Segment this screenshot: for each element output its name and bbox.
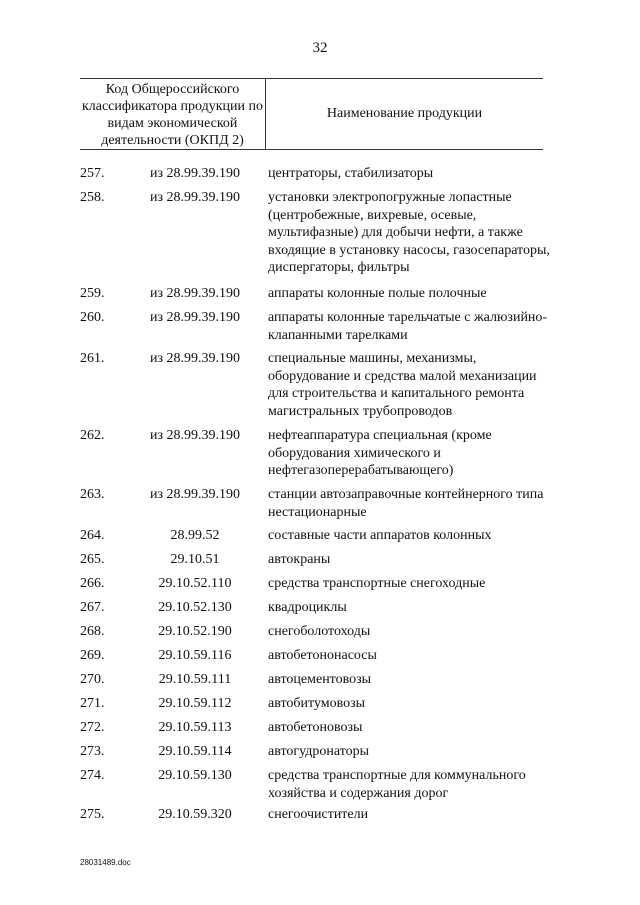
table-row [80,350,558,420]
okpd-code: 29.10.59.130 [158,768,232,783]
product-name: нефтеаппаратура специальная (кроме оборудования химического и нефтегазоперерабатывающего) [268,428,492,478]
okpd-code: из 28.99.39.190 [149,286,241,301]
product-name: станции автозаправочные контейнерного типа нестационарные [268,487,544,520]
okpd-code: 29.10.52.190 [158,624,232,639]
table-row [80,189,558,277]
document-filename: 28031489.doc [80,858,131,867]
row-number: 273. [80,744,105,759]
okpd-code: из 28.99.39.190 [149,310,241,325]
header-code-column: Код Общероссийского классификатора продукции по видам экономической деятельности (ОКПД 2) [80,79,266,149]
row-number: 259. [80,286,105,301]
row-number: 262. [80,428,105,443]
product-name: специальные машины, механизмы, оборудование и средства малой механизации для строительства и капитального ремонта магистральных трубопроводов [268,351,537,419]
table-row [80,719,558,737]
okpd-code: из 28.99.39.190 [149,166,241,181]
row-number: 264. [80,528,105,543]
row-number: 258. [80,190,105,205]
row-number: 274. [80,768,105,783]
product-name: средства транспортные снегоходные [268,576,486,591]
product-name: автобетоновозы [268,720,363,735]
row-number: 267. [80,600,105,615]
okpd-code: 29.10.59.116 [158,648,232,663]
row-number: 265. [80,552,105,567]
table-header [80,78,543,150]
table-row [80,285,558,303]
okpd-code: 29.10.59.320 [158,807,232,822]
table-row [80,165,558,183]
row-number: 272. [80,720,105,735]
table-row [80,486,558,521]
table-row [80,575,558,593]
okpd-code: 29.10.52.110 [158,576,232,591]
product-name: автобетононасосы [268,648,377,663]
product-name: средства транспортные для коммунального хозяйства и содержания дорог [268,768,526,801]
row-number: 257. [80,166,105,181]
product-name: автобитумовозы [268,696,366,711]
table-row [80,743,558,761]
product-name: аппараты колонные полые полочные [268,286,487,301]
row-number: 268. [80,624,105,639]
product-name: составные части аппаратов колонных [268,528,492,543]
product-name: автокраны [268,552,331,567]
okpd-code: 29.10.59.114 [158,744,232,759]
okpd-code: из 28.99.39.190 [149,351,241,366]
table-row [80,647,558,665]
row-number: 269. [80,648,105,663]
product-name: центраторы, стабилизаторы [268,166,434,181]
page-number: 32 [312,40,328,56]
okpd-code: 29.10.52.130 [158,600,232,615]
table-row [80,806,558,824]
table-row [80,309,558,344]
okpd-code: 29.10.59.111 [158,672,232,687]
row-number: 275. [80,807,105,822]
row-number: 271. [80,696,105,711]
table-row [80,599,558,617]
row-number: 263. [80,487,105,502]
okpd-code: 29.10.59.113 [158,720,232,735]
okpd-code: 28.99.52 [170,528,220,543]
row-number: 260. [80,310,105,325]
table-row [80,427,558,480]
product-name: квадроциклы [268,600,347,615]
table-row [80,671,558,689]
table-row [80,623,558,641]
table-row [80,527,558,545]
okpd-code: из 28.99.39.190 [149,190,241,205]
table-row [80,695,558,713]
header-name-column: Наименование продукции [326,106,483,121]
okpd-code: из 28.99.39.190 [149,487,241,502]
row-number: 270. [80,672,105,687]
product-name: снегоочистители [268,807,369,822]
okpd-code: из 28.99.39.190 [149,428,241,443]
table-row [80,767,558,802]
row-number: 261. [80,351,105,366]
product-name: установки электропогружные лопастные (центробежные, вихревые, осевые, мультифазные) для добычи нефти, а также входящие в установку насосы, газосепараторы, диспергаторы, фильтры [268,190,550,275]
product-name: автогудронаторы [268,744,370,759]
product-name: снегоболотоходы [268,624,371,639]
okpd-code: 29.10.51 [170,552,220,567]
row-number: 266. [80,576,105,591]
table-row [80,551,558,569]
okpd-code: 29.10.59.112 [158,696,232,711]
product-name: автоцементовозы [268,672,372,687]
product-name: аппараты колонные тарельчатые с жалюзийно-клапанными тарелками [268,310,548,343]
